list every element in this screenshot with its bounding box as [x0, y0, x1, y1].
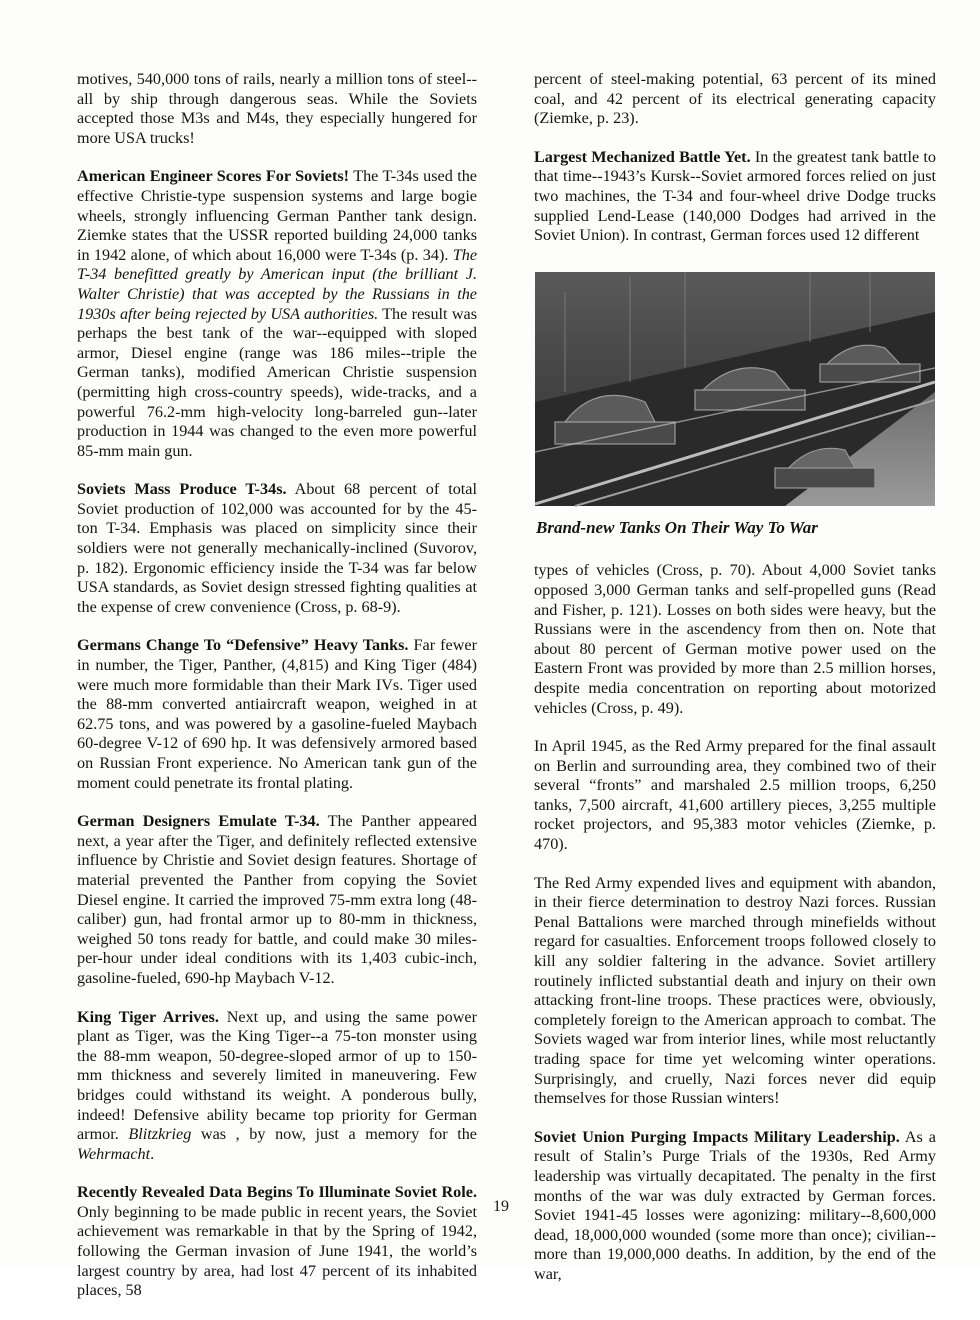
photo-caption: Brand-new Tanks On Their Way To War: [536, 517, 818, 537]
section-heading: American Engineer Scores For Soviets!: [77, 167, 350, 186]
page-number: 19: [493, 1198, 509, 1215]
right-column: [534, 70, 936, 1304]
italic-text: Wehrmacht: [77, 1144, 151, 1163]
section-soviets-mass-produce: [77, 480, 477, 617]
paragraph-text: The Red Army expended lives and equipment with abandon, in their fierce determination to destroy Nazi forces. Russian Penal Battalions were marched through minefields without regard for casualties. Enforcement troops followed closely to kill any soldier faltering in the advance. Soviet artillery routinely inflicted substantial death and injury on their own attacking front-line troops. These practices were, obviously, completely foreign to the American approach to combat. The Soviets waged war from interior lines, while most reluctantly trading space for time yet welcoming winter operations. Surprisingly, and cruelly, Nazi forces never did equip themselves for those Russian winters!: [534, 873, 936, 1108]
paragraph-text: About 68 percent of total Soviet production of 102,000 was accounted for by the 45-ton T-34. Emphasis was placed on simplicity since their soldiers were not generally mechanically-inclined (Suvorov, p. 182). Ergonomic efficiency inside the T-34 was far below USA standards, as Soviet design stressed fighting qualities at the expense of crew convenience (Cross, p. 68-9).: [77, 480, 477, 616]
photo-illustration: [535, 272, 935, 506]
section-heading: King Tiger Arrives.: [77, 1007, 219, 1026]
paragraph-red-army-tactics: [534, 874, 936, 1109]
section-heading: German Designers Emulate T-34.: [77, 812, 320, 831]
section-largest-battle: [534, 148, 936, 246]
left-column: [77, 70, 477, 1320]
paragraph-text: Only beginning to be made public in recent years, the Soviet achievement was remarkable in that by the Spring of 1942, following the German invasion of June 1941, the world’s largest country by area, had lost 47 percent of its inhabited places, 58: [77, 1202, 477, 1300]
section-heading: Largest Mechanized Battle Yet.: [534, 147, 751, 166]
section-germans-change: [77, 636, 477, 793]
section-heading: Germans Change To “Defensive” Heavy Tanks.: [77, 636, 409, 655]
italic-text: Blitzkrieg: [128, 1125, 192, 1144]
italic-text: The T-34 benefitted greatly by American input (the brilliant J. Walter Christie) that was accepted by the Russians in the 1930s after being rejected by USA authorities.: [77, 245, 477, 323]
paragraph-text: The Panther appeared next, a year after the Tiger, and definitely reflected extensive influence by Christie and Soviet design features. Shortage of material prevented the Panther from copying the Soviet Diesel engine. It carried the improved 75-mm extra long (48-caliber) gun, had frontal armor up to 80-mm in thickness, weighed 50 tons ready for battle, and could make 30 miles-per-hour under ideal conditions with its 1,403 cubic-inch, gasoline-fueled, 690-hp Maybach V-12.: [77, 812, 477, 987]
paragraph-text: Next up, and using the same power plant as Tiger, was the King Tiger--a 75-ton monster using the 88-mm weapon, 50-degree-sloped armor of up to 150-mm thickness and severely limited in maneuvering. Few bridges could withstand its weight. A ponderous bully, indeed! Defensive ability became top priority for German armor.: [77, 1007, 478, 1144]
section-king-tiger: [77, 1008, 477, 1165]
paragraph-text: motives, 540,000 tons of rails, nearly a million tons of steel--all by ship through dangerous seas. While the Soviets accepted those M3s and M4s, they especially hungered for more USA trucks!: [77, 70, 477, 147]
paragraph-text: was , by now, just a memory for the: [191, 1125, 477, 1144]
paragraph-text: The T-34s used the effective Christie-type suspension systems and large bogie wheels, strongly influencing German Panther tank design. Ziemke states that the USSR reported building 24,000 tanks in 1942 alone, of which about 16,000 were T-34s (p. 34).: [77, 167, 477, 264]
paragraph-berlin-assault: [534, 737, 936, 855]
paragraph-kursk-continued: [534, 561, 936, 718]
section-heading: Recently Revealed Data Begins To Illuminate Soviet Role.: [77, 1183, 477, 1202]
section-recently-revealed: [77, 1183, 477, 1301]
section-soviet-purging: [534, 1128, 936, 1285]
paragraph-intro: [77, 70, 477, 148]
paragraph-text: types of vehicles (Cross, p. 70). About 4,000 Soviet tanks opposed 3,000 German tanks and self-propelled guns (Read and Fisher, p. 121). Losses on both sides were heavy, but the Russians were in the ascendency from then on. Note that about 80 percent of German motive power used on the Eastern Front was provided by more than 2.5 million horses, despite media concentration on reporting about motorized vehicles (Cross, p. 49).: [534, 561, 936, 717]
section-heading: Soviets Mass Produce T-34s.: [77, 480, 287, 499]
paragraph-text: As a result of Stalin’s Purge Trials of the 1930s, Red Army leadership was virtually decapitated. The penalty in the first months of the war was duly extracted by German forces. Soviet 1941-45 losses were agonizing: military--8,600,000 dead, 18,000,000 wounded (some more than once); civilian--more than 19,000,000 deaths. In addition, by the end of the war,: [534, 1127, 936, 1283]
section-german-designers: [77, 812, 477, 988]
tank-train-photo: [535, 272, 935, 506]
section-american-engineer: [77, 167, 477, 461]
paragraph-text: percent of steel-making potential, 63 percent of its mined coal, and 42 percent of its electrical generating capacity (Ziemke, p. 23).: [534, 70, 936, 128]
paragraph-text: In the greatest tank battle to that time--1943’s Kursk--Soviet armored forces relied on just two machines, the T-34 and four-wheel drive Dodge trucks supplied Lend-Lease (140,000 Dodges had arrived in the Soviet Union). In contrast, German forces used 12 different: [534, 147, 936, 245]
paragraph-text: The result was perhaps the best tank of the war--equipped with sloped armor, Diesel engine (range was 186 miles--triple the German tanks), modified American Christie suspension (permitting high cross-country speeds), wide-tracks, and a powerful 76.2-mm high-velocity long-barreled gun--later production in 1944 was changed to the even more powerful 85-mm main gun.: [77, 304, 477, 460]
paragraph-text: .: [150, 1144, 155, 1163]
paragraph-continued: [534, 70, 936, 129]
section-heading: Soviet Union Purging Impacts Military Leadership.: [534, 1127, 900, 1146]
paragraph-text: In April 1945, as the Red Army prepared for the final assault on Berlin and surrounding area, they combined two of their several “fronts” and marshaled 2.5 million troops, 6,250 tanks, 7,500 aircraft, 41,600 artillery pieces, 3,255 multiple rocket projectors, and 95,383 motor vehicles (Ziemke, p. 470).: [534, 737, 936, 854]
paragraph-text: Far fewer in number, the Tiger, Panther, (4,815) and King Tiger (484) were much more formidable than their Mark IVs. Tiger used the 88-mm converted antiaircraft weapon, weighed in at 62.75 tons, and was powered by a gasoline-fueled Maybach 60-degree V-12 of 690 hp. It was defensively armored based on Russian Front experience. No American tank gun of the moment could penetrate its frontal plating.: [77, 636, 477, 792]
